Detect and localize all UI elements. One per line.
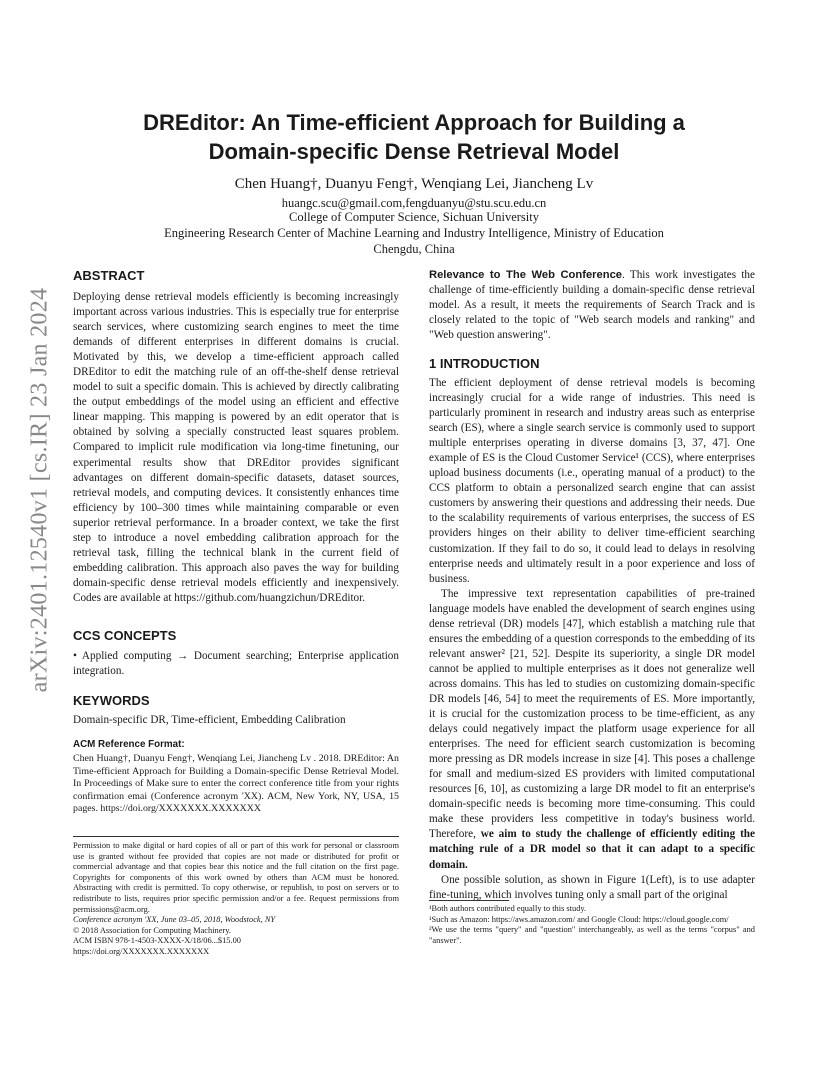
- author-list: Chen Huang†, Duanyu Feng†, Wenqiang Lei, Jiancheng Lv: [234, 176, 594, 192]
- intro-paragraph-2-text: The impressive text representation capabilities of pre-trained language models have enabled the development of search engines using dense retrieval (DR) models [47], which establish a matching rule that ensures the embedding of a question corresponds to the embedding of its relevant answer² [21, 52]. Despite its superiority, a single DR model cannot be applied to multiple enterprises as it does not generalize well across domains. This has led to studies on customizing domain-specific DR models [46, 54] to meet the requirements of ES. More importantly, it is crucial for the customization process to be time-efficient, as any delays could negatively impact the platform usage experience for all enterprises. The need for efficient search customization is becoming more pressing as DR models increase in size [4]. This poses a challenge for small and medium-sized ES providers with limited computational resources [6, 10], as customizing a large DR model to fit an enterprise's domain-specific needs is becoming more time-consuming. This could make these providers less competitive in today's business world. Therefore,: [429, 587, 755, 841]
- footnote-1: ¹Both authors contributed equally to this study.: [429, 904, 587, 913]
- intro-paragraph-2: [429, 587, 755, 873]
- ccs-text: • Applied computing → Document searching; Enterprise application integration.: [73, 650, 399, 678]
- doi-text: https://doi.org/XXXXXXX.XXXXXXX: [73, 946, 210, 956]
- affiliation-1: College of Computer Science, Sichuan University: [289, 210, 539, 224]
- permission-text: Permission to make digital or hard copies of all or part of this work for personal or classroom use is granted without fee provided that copies are not made or distributed for profit or commercial advantage and that copies bear this notice and the full citation on the first page. Copyrights for components of this work owned by others than ACM must be honored. Abstracting with credit is permitted. To copy otherwise, or republish, to post on servers or to redistribute to lists, requires prior specific permission and/or a fee. Request permissions from permissions@acm.org.: [73, 841, 399, 914]
- keywords-heading: KEYWORDS: [73, 693, 150, 708]
- title-line-1: DREditor: An Time-efficient Approach for Building a: [143, 110, 685, 135]
- acm-ref-text: Chen Huang†, Duanyu Feng†, Wenqiang Lei, Jiancheng Lv . 2018. DREditor: An Time-efficient Approach for Building a Domain-specific Dense Retrieval Model. In Proceedings of Make sure to enter the correct conference title from your rights confirmation emai (Conference acronym 'XX). ACM, New York, NY, USA, 15 pages. https://doi.org/XXXXXXX.XXXXXXX: [73, 753, 399, 815]
- ccs-heading: CCS CONCEPTS: [73, 628, 177, 643]
- paper-title: [100, 108, 728, 166]
- permission-notice: [73, 841, 399, 958]
- relevance-lead: Relevance to The Web Conference: [429, 269, 623, 281]
- title-line-2: Domain-specific Dense Retrieval Model: [208, 139, 620, 164]
- abstract-text: Deploying dense retrieval models efficiently is becoming increasingly important across various industries. This is especially true for enterprise search services, where customizing search engines to meet the time demands of different enterprises in different domains is crucial. Motivated by this, we develop a time-efficient approach called DREditor to edit the matching rule of an off-the-shelf dense retrieval model to suit a specific domain. This is achieved by directly calibrating the output embeddings of the model using an efficient and effective linear mapping. This mapping is powered by an edit operator that is obtained by solving a specially constructed least squares problem. Compared to implicit rule modification via long-time finetuning, our experimental results show that DREditor provides significant advantages on different domain-specific datasets, dataset sources, retrieval models, and computing devices. It consistently enhances time efficiency by 100–300 times while maintaining comparable or even superior retrieval performance. In a broader context, we take the first step to introduce a novel embedding calibration approach for the retrieval task, filling the technical blank in the current field of embedding calibration. This approach also paves the way for building domain-specific dense retrieval models efficiently and inexpensively. Codes are available at https://github.com/huangzichun/DREditor.: [73, 291, 399, 604]
- intro-paragraph-2-bold: we aim to study the challenge of efficiently editing the matching rule of a DR model so that it can adapt to a specific domain.: [429, 828, 755, 871]
- copyright-text: © 2018 Association for Computing Machinery.: [73, 925, 231, 935]
- footnote-2: ¹Such as Amazon: https://aws.amazon.com/ and Google Cloud: https://cloud.google.com/: [429, 914, 729, 924]
- intro-paragraph-1: The efficient deployment of dense retrieval models is becoming increasingly crucial for a wide range of industries. This need is particularly prominent in research and industry areas such as enterprise search (ES), where a single search service is commonly used to support multiple enterprises operating in diverse domains [3, 37, 47]. One example of ES is the Cloud Customer Service¹ (CCS), where enterprises upload business documents (i.e., operating manual of a product) to the CCS platform to obtain a personalized search engine that can assist customers by answering their questions and addressing their needs. Due to the scalability requirements of various enterprises, the success of ES providers hinges on their ability to deliver time-efficient searching customization. If they fail to do so, it could lead to delays in resolving enterprise needs and ultimately result in a poor experience and loss of business.: [429, 377, 755, 585]
- footnote-rule: [73, 836, 399, 837]
- abstract-heading: ABSTRACT: [73, 268, 145, 283]
- conference-text: Conference acronym 'XX, June 03–05, 2018, Woodstock, NY: [73, 915, 276, 925]
- affiliation-2: Engineering Research Center of Machine Learning and Industry Intelligence, Ministry of Education: [164, 226, 664, 240]
- acm-ref-heading: ACM Reference Format:: [73, 739, 185, 750]
- author-emails: huangc.scu@gmail.com,fengduanyu@stu.scu.edu.cn: [281, 196, 547, 210]
- relevance-text: . This work investigates the challenge of time-efficiently building a domain-specific dense retrieval model. As a result, it meets the requirements of Search Track and is closely related to the topic of "Web search models and ranking" and "Web question answering".: [429, 269, 755, 342]
- keywords-text: Domain-specific DR, Time-efficient, Embedding Calibration: [73, 714, 346, 726]
- arxiv-sidebar: [18, 287, 62, 693]
- footnotes: [429, 904, 755, 946]
- footnote-3: ²We use the terms "query" and "question" interchangeably, as well as the terms "corpus" and "answer".: [429, 925, 755, 945]
- introduction-heading: 1 INTRODUCTION: [429, 356, 540, 371]
- arxiv-identifier: arXiv:2401.12540v1 [cs.IR] 23 Jan 2024: [26, 287, 53, 693]
- right-footnote-rule: [429, 900, 509, 901]
- isbn-text: ACM ISBN 978-1-4503-XXXX-X/18/06...$15.00: [73, 936, 241, 946]
- introduction-body: [429, 376, 755, 903]
- relevance-paragraph: [429, 268, 755, 343]
- affiliation-city: Chengdu, China: [373, 242, 455, 256]
- intro-paragraph-3: One possible solution, as shown in Figure 1(Left), is to use adapter fine-tuning, which involves tuning only a small part of the original: [429, 873, 755, 901]
